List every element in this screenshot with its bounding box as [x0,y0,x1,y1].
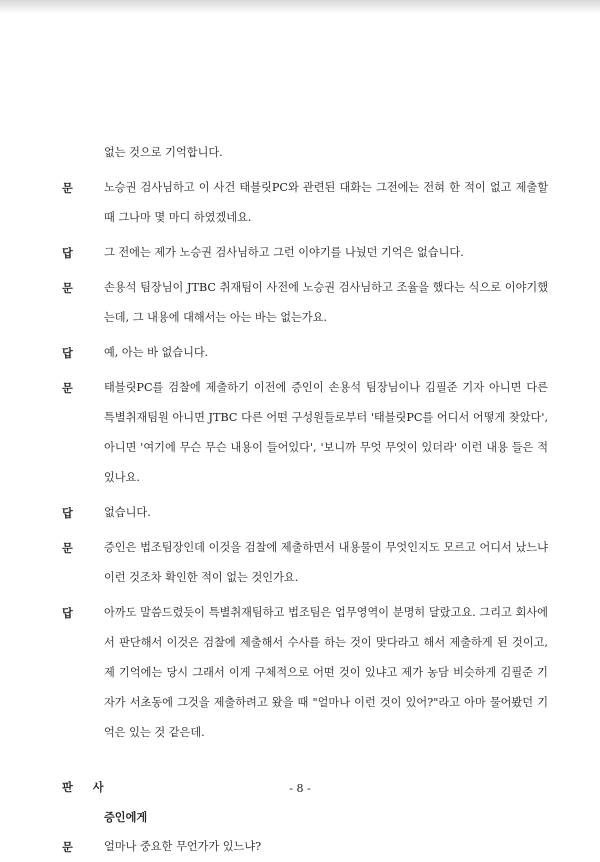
judge-heading: 판 사 [62,780,112,794]
speaker-label: 답 [62,506,73,520]
addressee-line: 증인에게 [104,810,148,824]
question-text: 손용석 팀장님이 JTBC 취재팀이 사전에 노승권 검사님하고 조율을 했다는 식으로 이야기했는데, 그 내용에 대해서는 아는 바는 없는가요. [104,281,548,324]
qa-question [62,373,548,493]
speaker-label: 답 [62,346,73,360]
answer-text: 예, 아는 바 없습니다. [104,346,209,359]
answer-text: 아까도 말씀드렸듯이 특별취재팀하고 법조팀은 업무영역이 분명히 달랐고요. 그리고 회사에서 판단해서 이것은 검찰에 제출해서 수사를 하는 것이 맞다라고 해서 제출하게 된 것이고, 제 기억에는 당시 그래서 이게 구체적으로 어떤 것이 있냐고 제가 농담 비슷하게 김필준 기자가 서초동에 그것을 제출하려고 왔을 때 "얼마나 이런 것이 있어?"라고 아마 물어봤던 기억은 있는 것 같은데. [104,606,548,739]
speaker-label: 답 [62,606,73,620]
question-text: 얼마나 중요한 무언가가 있느냐? [104,840,262,853]
qa-question [62,533,548,593]
speaker-label: 답 [62,246,73,260]
speaker-label: 문 [62,381,73,395]
page-top-shadow [0,0,600,14]
qa-question [62,832,548,862]
qa-answer [62,498,548,528]
question-text: 노승권 검사님하고 이 사건 태블릿PC와 관련된 대화는 그전에는 전혀 한 적이 없고 제출할 때 그나마 몇 마디 하였겠네요. [104,181,548,224]
qa-question [62,273,548,333]
speaker-label: 문 [62,281,73,295]
qa-answer [62,338,548,368]
qa-answer [62,598,548,748]
qa-answer [62,238,548,268]
speaker-label: 문 [62,541,73,555]
question-text: 증인은 법조팀장인데 이것을 검찰에 제출하면서 내용물이 무엇인지도 모르고 어디서 났느냐 이런 것조차 확인한 적이 없는 것인가요. [104,541,548,584]
question-text: 태블릿PC를 검찰에 제출하기 이전에 증인이 손용석 팀장님이나 김필준 기자 아니면 다른 특별취재팀원 아니면 JTBC 다른 어떤 구성원들로부터 '태블릿PC를 어디서 어떻게 찾았다', 아니면 '여기에 무슨 무슨 내용이 들어있다', '보니까 무엇 무엇이 있더라' 이런 내용 들은 적 있나요. [104,381,548,484]
continuation-line [62,138,548,168]
page-number: - 8 - [289,782,311,795]
transcript-body [62,138,548,862]
qa-question [62,173,548,233]
answer-text: 그 전에는 제가 노승권 검사님하고 그런 이야기를 나눴던 기억은 없습니다. [104,246,464,259]
answer-text: 없습니다. [104,506,151,519]
answer-text: 없는 것으로 기억합니다. [104,146,223,159]
speaker-label: 문 [62,181,73,195]
speaker-label: 문 [62,840,73,854]
